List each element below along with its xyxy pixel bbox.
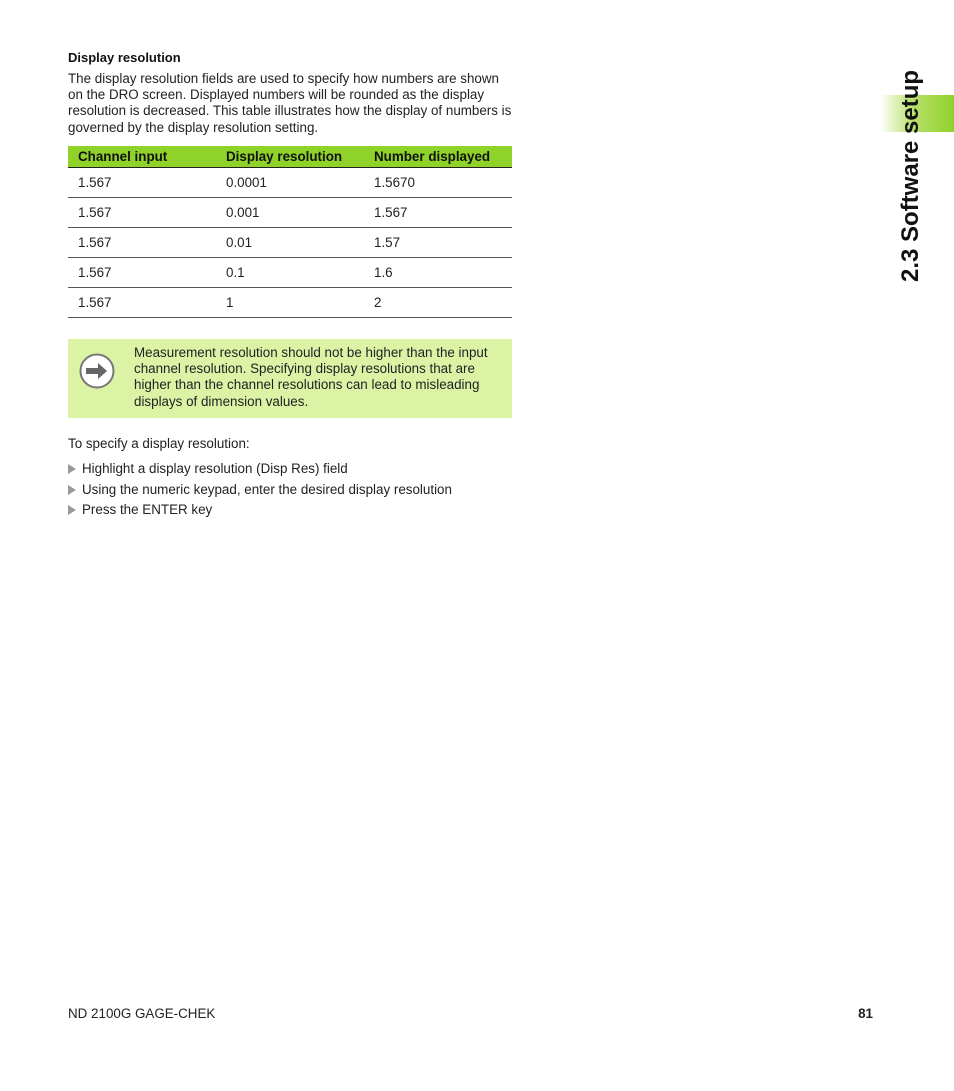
- note-text: Measurement resolution should not be higher than the input channel resolution. Specifying display resolutions that are higher than the channel resolutions can lead to misleading displays of dimension values.: [134, 345, 488, 409]
- table-header-row: [68, 146, 512, 168]
- cell-channel-input: 1.567: [68, 198, 216, 228]
- cell-display-resolution: 1: [216, 288, 364, 318]
- triangle-bullet-icon: [68, 485, 76, 495]
- footer-product: ND 2100G GAGE-CHEK: [68, 1006, 216, 1021]
- table-row: [68, 168, 512, 198]
- cell-number-displayed: 1.6: [364, 258, 512, 288]
- cell-display-resolution: 0.001: [216, 198, 364, 228]
- header-display-resolution: Display resolution: [216, 146, 364, 168]
- procedure-intro: To specify a display resolution:: [68, 436, 250, 451]
- procedure-steps: [68, 461, 452, 523]
- header-number-displayed: Number displayed: [364, 146, 512, 168]
- cell-channel-input: 1.567: [68, 228, 216, 258]
- triangle-bullet-icon: [68, 505, 76, 515]
- cell-number-displayed: 1.567: [364, 198, 512, 228]
- cell-number-displayed: 1.57: [364, 228, 512, 258]
- cell-number-displayed: 1.5670: [364, 168, 512, 198]
- cell-channel-input: 1.567: [68, 288, 216, 318]
- cell-channel-input: 1.567: [68, 168, 216, 198]
- section-heading: Display resolution: [68, 50, 181, 65]
- cell-display-resolution: 0.1: [216, 258, 364, 288]
- header-channel-input: Channel input: [68, 146, 216, 168]
- note-box: [68, 339, 512, 418]
- triangle-bullet-icon: [68, 464, 76, 474]
- chapter-title: 2.3 Software setup: [897, 69, 924, 282]
- cell-number-displayed: 2: [364, 288, 512, 318]
- table-row: [68, 198, 512, 228]
- step-text: Press the ENTER key: [82, 502, 213, 518]
- table-row: [68, 288, 512, 318]
- footer-page-number: 81: [858, 1006, 873, 1021]
- cell-display-resolution: 0.0001: [216, 168, 364, 198]
- cell-channel-input: 1.567: [68, 258, 216, 288]
- arrow-right-circle-icon: [79, 353, 115, 389]
- intro-paragraph: The display resolution fields are used to specify how numbers are shown on the DRO screen. Displayed numbers will be rounded as the display resolution is decreased. This table illustrates how the display of numbers is governed by the display resolution setting.: [68, 71, 512, 135]
- cell-display-resolution: 0.01: [216, 228, 364, 258]
- list-item: [68, 502, 452, 523]
- step-text: Using the numeric keypad, enter the desired display resolution: [82, 481, 452, 497]
- table-row: [68, 258, 512, 288]
- resolution-table: [68, 146, 512, 318]
- list-item: [68, 482, 452, 503]
- table-row: [68, 228, 512, 258]
- step-text: Highlight a display resolution (Disp Res) field: [82, 461, 348, 476]
- list-item: [68, 461, 452, 482]
